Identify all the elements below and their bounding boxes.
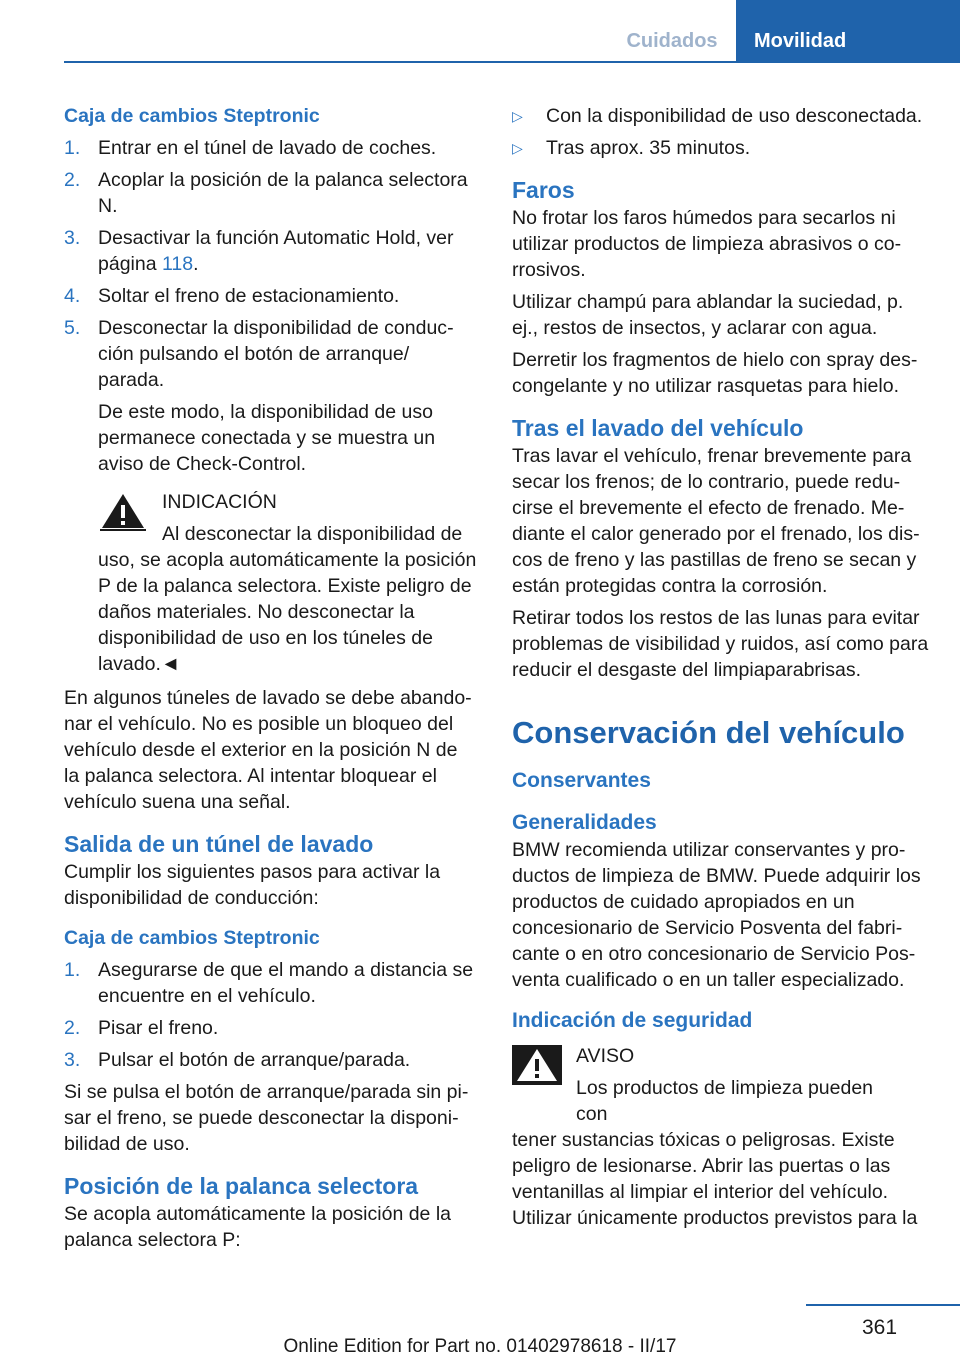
paragraph: Retirar todos los restos de las lunas para evitar problemas de visibilidad y ruidos, así como para reducir el desgaste del limpiaparabrisas. <box>512 607 929 681</box>
step-text-part: . <box>193 253 199 275</box>
paragraph: Utilizar champú para ablandar la suciedad, p. ej., restos de insectos, y aclarar con agua. <box>512 291 904 339</box>
step-text: Desconectar la disponibilidad de conducción pulsando el botón de arranque/ parada. <box>98 317 454 391</box>
step-note: De este modo, la disponibilidad de uso permanece conectada y se muestra un aviso de Check-Control. <box>98 401 436 475</box>
paragraph: Derretir los fragmentos de hielo con spray descongelante y no utilizar rasquetas para hielo. <box>512 349 918 397</box>
notice-first-line: Al desconectar la disponibilidad de <box>162 523 463 545</box>
bullet-triangle-icon: ▷ <box>512 140 523 156</box>
step-text <box>98 225 478 277</box>
step-number: 2. <box>64 1017 81 1039</box>
step-text: Entrar en el túnel de lavado de coches. <box>98 137 437 159</box>
heading-generalidades: Generalidades <box>512 811 657 834</box>
heading-conservantes: Conservantes <box>512 769 651 792</box>
warning-icon <box>98 491 148 531</box>
warning-icon <box>512 1045 562 1085</box>
notice-header <box>98 489 478 547</box>
right-column <box>512 103 932 1237</box>
list-item <box>64 225 478 277</box>
list-item <box>64 1015 478 1041</box>
warning-head <box>562 1043 910 1127</box>
warning-title: AVISO <box>576 1045 635 1067</box>
paragraph: Tras lavar el vehículo, frenar brevemente para secar los frenos; de lo contrario, puede reducirse el brevemente el efecto de frenado. Mediante el calor generado por el frenado, los discos de freno y las pastillas de freno se secan y están protegidas contra la corrosión. <box>512 445 920 597</box>
paragraph: No frotar los faros húmedos para secarlos ni utilizar productos de limpieza abrasivos o corrosivos. <box>512 207 902 281</box>
notice-box <box>64 489 478 677</box>
warning-text: tener sustancias tóxicas o peligrosas. Existe peligro de lesionarse. Abrir las puertas o las ventanillas al limpiar el interior del vehículo. Utilizar únicamente productos previstos para la <box>512 1129 918 1229</box>
page-link[interactable]: 118 <box>161 253 194 275</box>
notice-title: INDICACIÓN <box>162 491 277 513</box>
step-text: Pisar el freno. <box>98 1017 219 1039</box>
paragraph: BMW recomienda utilizar conservantes y productos de limpieza de BMW. Puede adquirir los productos de cuidado apropiados en un concesionario de Servicio Posventa del fabricante o en otro concesionario de Servicio Posventa cualificado o en un taller especializado. <box>512 839 921 991</box>
chapter-tabs <box>608 0 960 62</box>
bullet-text: Tras aprox. 35 minutos. <box>546 137 751 159</box>
step-number: 1. <box>64 137 81 159</box>
list-item <box>64 167 478 219</box>
subheading-steptronic-2: Caja de cambios Steptronic <box>64 927 320 949</box>
left-column <box>64 103 478 1259</box>
step-number: 5. <box>64 317 81 339</box>
heading-salida-tunel: Salida de un túnel de lavado <box>64 831 374 857</box>
warning-header <box>512 1043 932 1127</box>
paragraph: Si se pulsa el botón de arranque/parada sin pisar el freno, se puede desconectar la disponibilidad de uso. <box>64 1081 469 1155</box>
paragraph: Se acopla automáticamente la posición de la palanca selectora P: <box>64 1203 451 1251</box>
list-item <box>64 957 478 1009</box>
paragraph: En algunos túneles de lavado se debe abandonar el vehículo. No es posible un bloqueo del vehículo desde el exterior en la posición N de la palanca selectora. Al intentar bloquear el vehículo suena una señal. <box>64 687 472 813</box>
paragraph: Cumplir los siguientes pasos para activar la disponibilidad de conducción: <box>64 861 441 909</box>
list-item <box>64 315 478 393</box>
heading-tras-lavado: Tras el lavado del vehículo <box>512 415 804 441</box>
step-number: 1. <box>64 959 81 981</box>
step-text: Pulsar el botón de arranque/parada. <box>98 1049 411 1071</box>
warning-box <box>512 1043 932 1231</box>
list-item <box>64 135 478 161</box>
tab-cuidados[interactable]: Cuidados <box>626 30 718 52</box>
list-item <box>64 283 478 309</box>
heading-posicion-palanca: Posición de la palanca selectora <box>64 1173 419 1199</box>
step-number: 2. <box>64 169 81 191</box>
step-text: Soltar el freno de estacionamiento. <box>98 285 400 307</box>
step-text: Acoplar la posición de la palanca selectora N. <box>98 169 468 217</box>
heading-seguridad: Indicación de seguridad <box>512 1009 753 1032</box>
list-item <box>64 1047 478 1073</box>
notice-text: uso, se acopla automáticamente la posición P de la palanca selectora. Existe peligro de daños materiales. No desconectar la disponibilidad de uso en los túneles de lavado.◄ <box>98 549 477 675</box>
step-number: 3. <box>64 1049 81 1071</box>
subheading-steptronic-1: Caja de cambios Steptronic <box>64 105 320 127</box>
heading-conservacion: Conservación del vehículo <box>512 715 905 750</box>
bullet-triangle-icon: ▷ <box>512 108 523 124</box>
warning-first-line: Los productos de limpieza pueden con <box>576 1077 874 1125</box>
step-number: 3. <box>64 227 81 249</box>
page-number: 361 <box>862 1316 898 1339</box>
heading-faros: Faros <box>512 177 575 203</box>
tab-movilidad[interactable]: Movilidad <box>736 0 960 62</box>
notice-head <box>148 489 462 547</box>
header-rule <box>64 61 960 63</box>
list-item <box>512 103 932 129</box>
bullet-text: Con la disponibilidad de uso desconectada. <box>546 105 923 127</box>
step-text-part: Desactivar la función Automatic Hold, ver página <box>98 227 454 275</box>
step-text: Asegurarse de que el mando a distancia se encuentre en el vehículo. <box>98 959 474 1007</box>
footer-edition: Online Edition for Part no. 01402978618 - II/17 <box>283 1336 677 1357</box>
step-number: 4. <box>64 285 81 307</box>
footer-rule <box>806 1304 960 1306</box>
list-item <box>512 135 932 161</box>
